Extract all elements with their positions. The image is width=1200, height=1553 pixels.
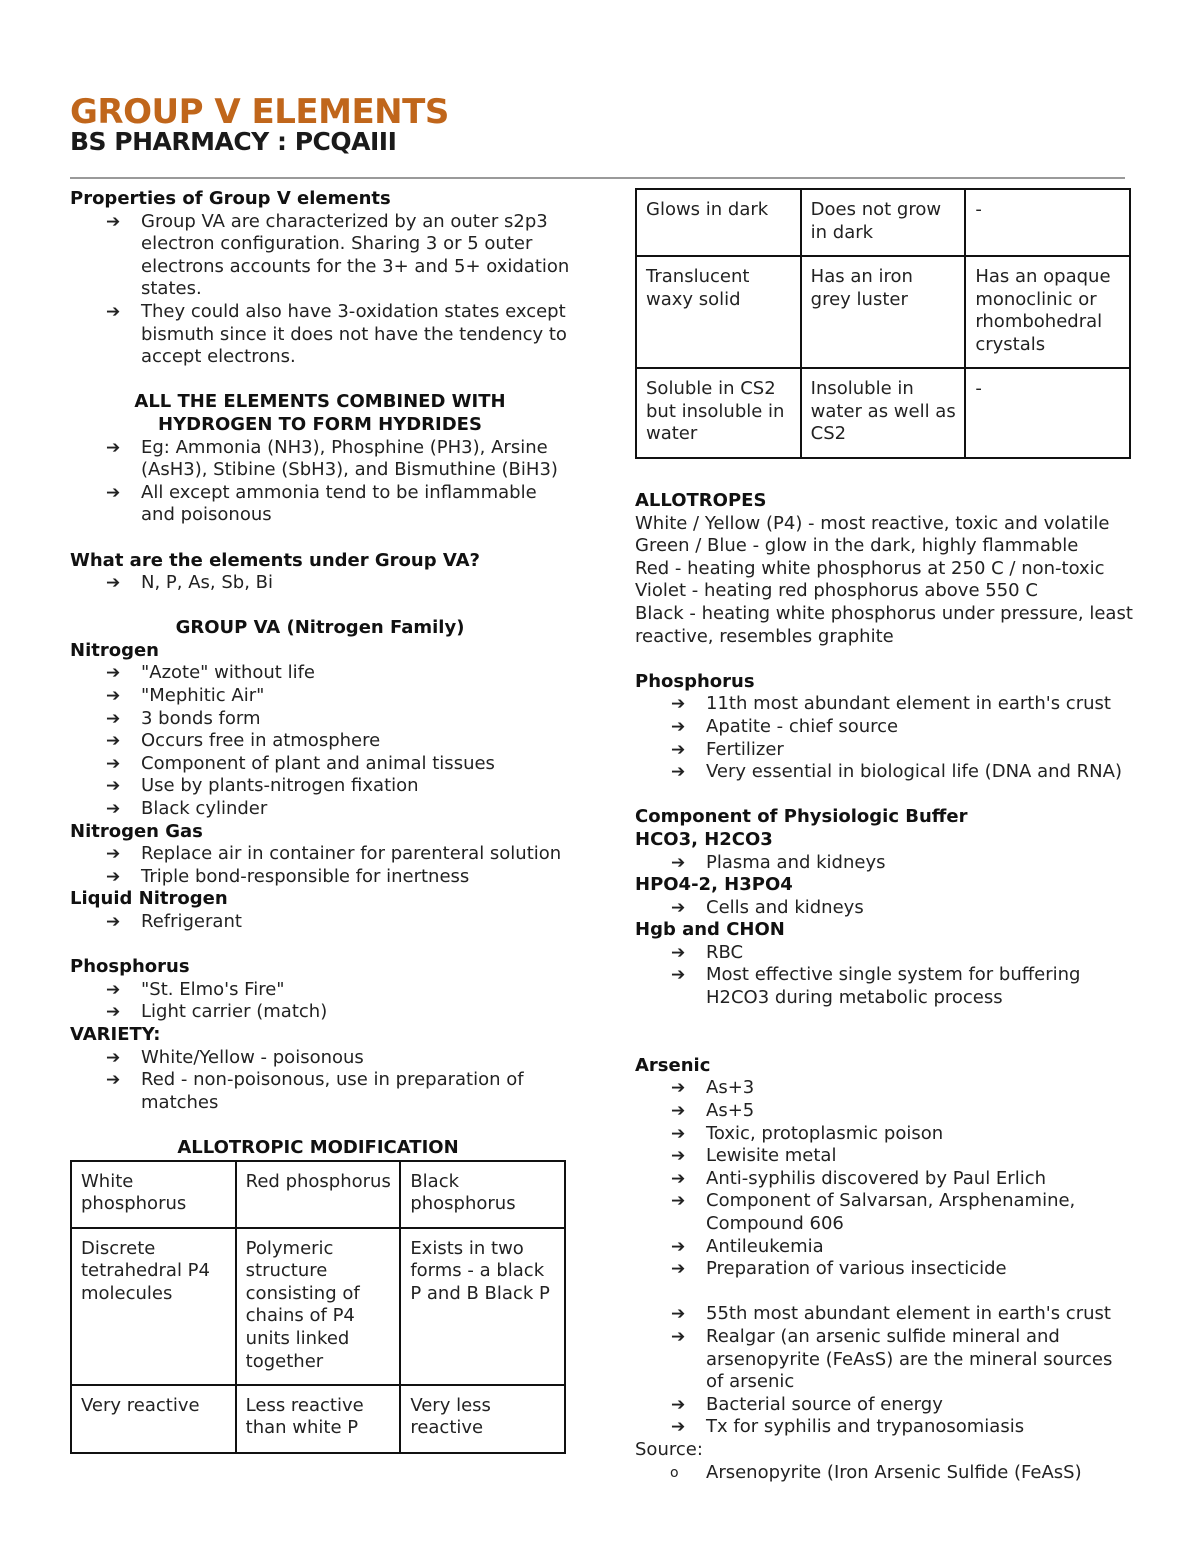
list-item-text: Black cylinder xyxy=(141,798,268,820)
list-item xyxy=(106,1001,570,1024)
list-item-text: Cells and kidneys xyxy=(706,896,864,918)
list-item xyxy=(671,1167,1135,1191)
arrow-bullet-icon: ➔ xyxy=(106,912,121,932)
list-item xyxy=(671,1393,1135,1417)
arrow-bullet-icon: ➔ xyxy=(671,1078,686,1099)
elements-heading: What are the elements under Group VA? xyxy=(70,549,480,571)
list-item xyxy=(106,436,570,482)
arrow-bullet-icon: ➔ xyxy=(106,211,121,232)
list-item xyxy=(671,761,1135,784)
phosphorus-list-right xyxy=(635,693,1135,783)
list-item xyxy=(106,481,570,527)
allotropes-lines xyxy=(635,513,1135,649)
table-cell: Has an opaque monoclinic or rhombohedral crystals xyxy=(965,256,1130,368)
list-item xyxy=(671,896,1135,920)
table-row xyxy=(71,1228,565,1385)
list-item xyxy=(106,775,570,798)
list-item-text: Bacterial source of energy xyxy=(706,1393,943,1415)
table-cell: - xyxy=(965,189,1130,256)
arrow-bullet-icon: ➔ xyxy=(671,716,686,737)
list-item-text: RBC xyxy=(706,941,744,963)
phosphorus-list-left xyxy=(70,979,570,1024)
list-item-text: 11th most abundant element in earth's crust xyxy=(706,693,1111,715)
table-cell: Soluble in CS2 but insoluble in water xyxy=(636,368,801,458)
nitrogen-heading: Nitrogen xyxy=(70,639,159,661)
list-item-text: Component of Salvarsan, Arsphenamine, Compound 606 xyxy=(706,1190,1076,1234)
arrow-bullet-icon: ➔ xyxy=(671,1394,686,1415)
list-item xyxy=(671,693,1135,716)
list-item xyxy=(671,1122,1135,1146)
list-item-text: Use by plants-nitrogen fixation xyxy=(141,775,419,797)
table-row xyxy=(636,189,1130,256)
list-item-text: As+3 xyxy=(706,1077,755,1099)
nitrogen-family-heading: GROUP VA (Nitrogen Family) xyxy=(175,617,465,639)
arrow-bullet-icon: ➔ xyxy=(671,694,686,715)
arrow-bullet-icon: ➔ xyxy=(671,1123,686,1144)
list-item xyxy=(671,738,1135,762)
arrow-bullet-icon: ➔ xyxy=(106,663,121,684)
arrow-bullet-icon: ➔ xyxy=(671,897,686,918)
list-item xyxy=(106,752,570,776)
phosphorus-heading-left: Phosphorus xyxy=(70,956,190,978)
list-item xyxy=(671,1190,1135,1235)
list-item-text: As+5 xyxy=(706,1100,755,1122)
list-item-text: Red - non-poisonous, use in preparation of matches xyxy=(141,1069,524,1113)
table-cell: Black phosphorus xyxy=(400,1161,565,1228)
list-item xyxy=(106,662,570,685)
list-item xyxy=(106,685,570,708)
source-list xyxy=(635,1462,1135,1485)
arrow-bullet-icon: ➔ xyxy=(671,1304,686,1325)
list-item-text: Arsenopyrite (Iron Arsenic Sulfide (FeAsS) xyxy=(706,1461,1082,1483)
arrow-bullet-icon: ➔ xyxy=(671,762,686,783)
table-cell: Less reactive than white P xyxy=(236,1385,401,1453)
list-item xyxy=(106,730,570,753)
list-item xyxy=(106,1069,570,1114)
list-item xyxy=(671,1258,1135,1281)
list-item xyxy=(106,300,570,369)
list-item-text: N, P, As, Sb, Bi xyxy=(141,572,273,594)
list-item-text: Apatite - chief source xyxy=(706,715,899,737)
table-cell: Has an iron grey luster xyxy=(801,256,966,368)
page-title: GROUP V ELEMENTS xyxy=(70,92,449,132)
table-cell: Red phosphorus xyxy=(236,1161,401,1228)
hydrides-list xyxy=(70,437,570,527)
circle-bullet-icon: o xyxy=(670,1464,679,1481)
arrow-bullet-icon: ➔ xyxy=(671,942,686,963)
header-divider xyxy=(70,177,1125,179)
arrow-bullet-icon: ➔ xyxy=(106,866,121,887)
arrow-bullet-icon: ➔ xyxy=(106,979,121,1000)
page-subtitle: BS PHARMACY : PCQAIII xyxy=(70,127,397,156)
list-item xyxy=(671,1145,1135,1168)
list-item-text: Refrigerant xyxy=(141,911,242,932)
buffer-group-list xyxy=(635,942,1135,1010)
list-item xyxy=(106,865,570,889)
list-item-text: Anti-syphilis discovered by Paul Erlich xyxy=(706,1167,1046,1189)
list-item xyxy=(671,1303,1135,1326)
list-item-text: Occurs free in atmosphere xyxy=(141,730,381,752)
list-item xyxy=(671,1100,1135,1123)
list-item xyxy=(106,843,570,866)
arsenic-heading: Arsenic xyxy=(635,1054,711,1076)
arrow-bullet-icon: ➔ xyxy=(106,1002,121,1023)
list-item xyxy=(106,210,570,301)
list-item-text: Realgar (an arsenic sulfide mineral and arsenopyrite (FeAsS) are the mineral sources of arsenic xyxy=(706,1325,1113,1393)
list-item xyxy=(671,941,1135,965)
nitrogen-gas-heading: Nitrogen Gas xyxy=(70,820,203,842)
list-item-text: Eg: Ammonia (NH3), Phosphine (PH3), Arsine (AsH3), Stibine (SbH3), and Bismuthine (BiH3) xyxy=(141,436,558,481)
allotropic-heading: ALLOTROPIC MODIFICATION xyxy=(177,1136,459,1158)
arrow-bullet-icon: ➔ xyxy=(106,1047,121,1068)
source-label: Source: xyxy=(635,1438,703,1460)
list-item xyxy=(671,715,1135,739)
list-item xyxy=(106,1046,570,1070)
arrow-bullet-icon: ➔ xyxy=(671,1146,686,1167)
list-item-text: Light carrier (match) xyxy=(141,1001,328,1023)
text-line: Red - heating white phosphorus at 250 C / non-toxic xyxy=(635,557,1105,579)
arrow-bullet-icon: ➔ xyxy=(106,301,121,322)
buffer-group-list xyxy=(635,852,1135,875)
list-item-text: 3 bonds form xyxy=(141,707,261,729)
arrow-bullet-icon: ➔ xyxy=(106,573,121,594)
list-item-text: Antileukemia xyxy=(706,1235,824,1257)
list-item-text: Toxic, protoplasmic poison xyxy=(706,1122,944,1144)
arrow-bullet-icon: ➔ xyxy=(671,1236,686,1257)
arrow-bullet-icon: ➔ xyxy=(671,1417,686,1438)
text-line: Black - heating white phosphorus under pressure, least reactive, resembles graphite xyxy=(635,602,1133,647)
properties-list xyxy=(70,211,570,369)
table-cell: Discrete tetrahedral P4 molecules xyxy=(71,1228,236,1385)
list-item-text: Group VA are characterized by an outer s2p3 electron configuration. Sharing 3 or 5 outer electrons accounts for the 3+ and 5+ oxidation states. xyxy=(141,210,570,300)
list-item-text: "Mephitic Air" xyxy=(141,685,265,707)
arrow-bullet-icon: ➔ xyxy=(671,1191,686,1212)
arrow-bullet-icon: ➔ xyxy=(671,1259,686,1280)
list-item-text: Most effective single system for buffering H2CO3 during metabolic process xyxy=(706,964,1081,1009)
allotropic-table xyxy=(70,1160,566,1454)
list-item-text: Lewisite metal xyxy=(706,1145,837,1167)
table-cell: Exists in two forms - a black P and B Black P xyxy=(400,1228,565,1385)
table-cell: White phosphorus xyxy=(71,1161,236,1228)
list-item-text: They could also have 3-oxidation states except bismuth since it does not have the tendency to accept electrons. xyxy=(141,300,567,368)
arsenic-list xyxy=(635,1077,1135,1280)
table-cell: Insoluble in water as well as CS2 xyxy=(801,368,966,458)
table-row xyxy=(636,256,1130,368)
list-item xyxy=(671,1235,1135,1259)
variety-list xyxy=(70,1047,570,1115)
list-item xyxy=(671,1416,1135,1439)
list-item-text: Triple bond-responsible for inertness xyxy=(141,865,470,887)
list-item-text: Very essential in biological life (DNA and RNA) xyxy=(706,761,1122,783)
liquid-nitrogen-heading: Liquid Nitrogen xyxy=(70,888,228,910)
list-item xyxy=(671,1077,1135,1100)
right-column xyxy=(635,188,1135,1484)
phosphorus-heading-right: Phosphorus xyxy=(635,670,755,692)
text-line: Violet - heating red phosphorus above 550 C xyxy=(635,580,1038,602)
list-item xyxy=(670,1461,1135,1485)
list-item-text: All except ammonia tend to be inflammable and poisonous xyxy=(141,481,537,526)
list-item-text: "St. Elmo's Fire" xyxy=(141,978,285,1000)
variety-heading: VARIETY: xyxy=(70,1023,161,1045)
arrow-bullet-icon: ➔ xyxy=(106,844,121,865)
table-cell: Polymeric structure consisting of chains of P4 units linked together xyxy=(236,1228,401,1385)
buffer-heading: Component of Physiologic Buffer xyxy=(635,806,968,828)
list-item-text: Component of plant and animal tissues xyxy=(141,752,495,774)
list-item-text: "Azote" without life xyxy=(141,662,315,684)
list-item-text: Fertilizer xyxy=(706,738,784,760)
text-line: Green / Blue - glow in the dark, highly flammable xyxy=(635,535,1079,557)
arsenic-list-2 xyxy=(635,1303,1135,1439)
list-item xyxy=(106,572,570,595)
arrow-bullet-icon: ➔ xyxy=(671,852,686,873)
arrow-bullet-icon: ➔ xyxy=(106,708,121,729)
hydrides-heading: ALL THE ELEMENTS COMBINED WITH HYDROGEN TO FORM HYDRIDES xyxy=(134,391,506,435)
list-item xyxy=(106,707,570,731)
list-item xyxy=(671,964,1135,1009)
list-item-text: Preparation of various insecticide xyxy=(706,1258,1007,1280)
buffer-group-heading: Hgb and CHON xyxy=(635,919,785,941)
arrow-bullet-icon: ➔ xyxy=(671,739,686,760)
table-row xyxy=(71,1161,565,1228)
arrow-bullet-icon: ➔ xyxy=(106,776,121,797)
list-item xyxy=(106,911,570,934)
list-item xyxy=(106,978,570,1002)
allotropes-heading: ALLOTROPES xyxy=(635,490,767,511)
arrow-bullet-icon: ➔ xyxy=(106,799,121,820)
table-cell: Translucent waxy solid xyxy=(636,256,801,368)
buffer-group-heading: HPO4-2, H3PO4 xyxy=(635,874,793,896)
arrow-bullet-icon: ➔ xyxy=(671,965,686,986)
list-item-text: Tx for syphilis and trypanosomiasis xyxy=(706,1416,1025,1438)
elements-list xyxy=(70,572,570,595)
list-item-text: White/Yellow - poisonous xyxy=(141,1046,364,1068)
table-row xyxy=(636,368,1130,458)
list-item xyxy=(671,1325,1135,1394)
table-cell: - xyxy=(965,368,1130,458)
table-cell: Glows in dark xyxy=(636,189,801,256)
arrow-bullet-icon: ➔ xyxy=(106,437,121,458)
table-cell: Very less reactive xyxy=(400,1385,565,1453)
table-cell: Very reactive xyxy=(71,1385,236,1453)
arrow-bullet-icon: ➔ xyxy=(106,482,121,503)
buffer-group-heading: HCO3, H2CO3 xyxy=(635,828,773,850)
liquid-nitrogen-list xyxy=(70,911,570,934)
arrow-bullet-icon: ➔ xyxy=(671,1168,686,1189)
list-item xyxy=(671,851,1135,875)
arrow-bullet-icon: ➔ xyxy=(106,753,121,774)
text-line: White / Yellow (P4) - most reactive, toxic and volatile xyxy=(635,512,1110,534)
arrow-bullet-icon: ➔ xyxy=(106,686,121,707)
list-item-text: 55th most abundant element in earth's crust xyxy=(706,1303,1111,1325)
table-row xyxy=(71,1385,565,1453)
left-column xyxy=(70,188,570,1454)
buffer-group-list xyxy=(635,897,1135,920)
arrow-bullet-icon: ➔ xyxy=(671,1101,686,1122)
arrow-bullet-icon: ➔ xyxy=(106,731,121,752)
table-cell: Does not grow in dark xyxy=(801,189,966,256)
arrow-bullet-icon: ➔ xyxy=(106,1070,121,1091)
list-item-text: Plasma and kidneys xyxy=(706,851,886,873)
list-item-text: Replace air in container for parenteral solution xyxy=(141,843,562,865)
phosphorus-properties-table xyxy=(635,188,1131,459)
nitrogen-gas-list xyxy=(70,843,570,888)
properties-heading: Properties of Group V elements xyxy=(70,188,391,209)
arrow-bullet-icon: ➔ xyxy=(671,1326,686,1347)
nitrogen-list xyxy=(70,662,570,820)
list-item xyxy=(106,798,570,821)
